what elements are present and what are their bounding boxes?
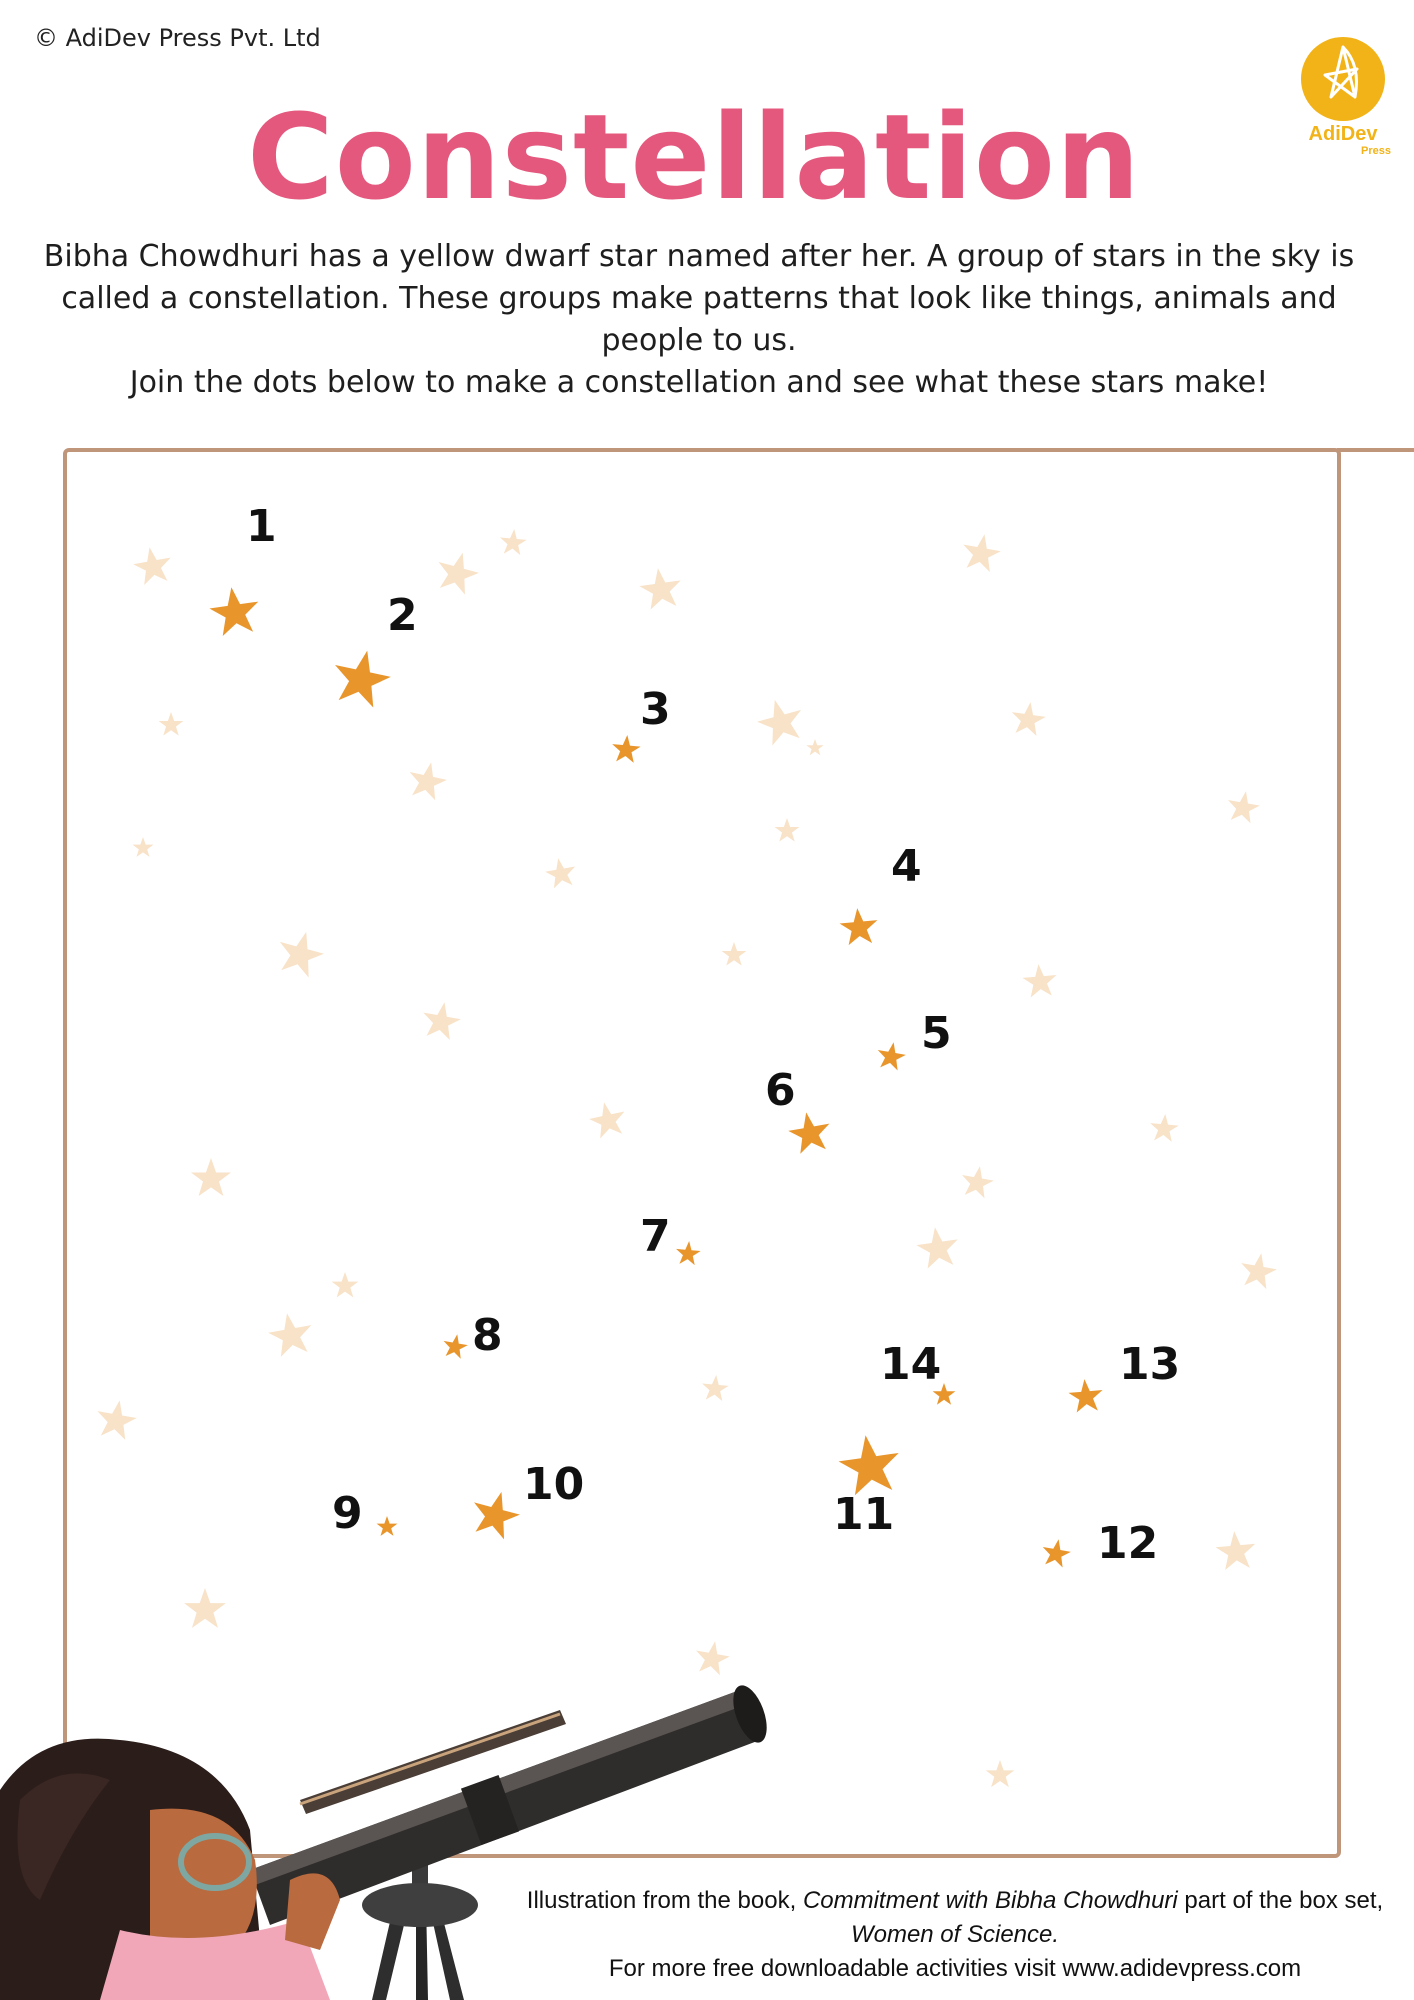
caption-website: For more free downloadable activities visit www.adidevpress.com bbox=[608, 1955, 1302, 1982]
dot-number-9: 9 bbox=[332, 1488, 363, 1539]
faint-star-icon bbox=[1214, 1529, 1257, 1570]
dot-star-7-icon[interactable] bbox=[675, 1240, 702, 1266]
faint-star-icon bbox=[701, 1374, 730, 1402]
faint-star-icon bbox=[1225, 788, 1262, 824]
faint-star-icon bbox=[419, 999, 463, 1041]
dot-star-4-icon[interactable] bbox=[838, 906, 879, 945]
faint-star-icon bbox=[637, 565, 684, 610]
dot-number-7: 7 bbox=[640, 1211, 671, 1262]
faint-star-icon bbox=[332, 1272, 359, 1297]
faint-star-icon bbox=[93, 1397, 139, 1441]
faint-star-icon bbox=[722, 942, 747, 966]
dot-number-8: 8 bbox=[472, 1310, 503, 1361]
intro-instruction: Join the dots below to make a constellation and see what these stars make! bbox=[129, 365, 1269, 400]
faint-star-icon bbox=[159, 712, 184, 736]
faint-star-icon bbox=[775, 818, 800, 842]
dot-number-13: 13 bbox=[1119, 1339, 1181, 1390]
faint-star-icon bbox=[986, 1760, 1015, 1787]
faint-star-icon bbox=[1021, 963, 1058, 998]
dot-star-8-icon[interactable] bbox=[441, 1332, 469, 1359]
logo-sub: Press bbox=[1361, 145, 1391, 157]
dot-number-11: 11 bbox=[833, 1489, 895, 1540]
faint-star-icon bbox=[1009, 700, 1047, 737]
faint-star-icon bbox=[959, 531, 1003, 573]
dot-star-13-icon[interactable] bbox=[1067, 1378, 1104, 1413]
faint-star-icon bbox=[265, 1310, 315, 1359]
faint-star-icon bbox=[753, 694, 808, 748]
dot-star-9-icon[interactable] bbox=[377, 1516, 398, 1536]
dot-number-12: 12 bbox=[1097, 1518, 1159, 1569]
dot-number-10: 10 bbox=[523, 1459, 585, 1510]
dot-star-3-icon[interactable] bbox=[611, 734, 642, 764]
caption-prefix: Illustration from the book, bbox=[526, 1887, 803, 1914]
dot-number-3: 3 bbox=[640, 684, 671, 735]
set-title: Women of Science. bbox=[850, 1921, 1060, 1948]
logo-name: AdiDev bbox=[1308, 123, 1378, 145]
faint-star-icon bbox=[586, 1099, 628, 1140]
faint-star-icon bbox=[806, 739, 823, 755]
faint-star-icon bbox=[499, 528, 528, 556]
dot-number-5: 5 bbox=[921, 1008, 952, 1059]
caption-middle: part of the box set, bbox=[1177, 1887, 1384, 1914]
faint-star-icon bbox=[1238, 1250, 1280, 1290]
copyright-notice: © AdiDev Press Pvt. Ltd bbox=[34, 24, 321, 52]
dot-number-6: 6 bbox=[765, 1065, 796, 1116]
faint-star-icon bbox=[914, 1224, 961, 1269]
dot-star-5-icon[interactable] bbox=[875, 1040, 908, 1072]
dot-number-2: 2 bbox=[387, 590, 418, 641]
faint-star-icon bbox=[432, 547, 483, 596]
intro-paragraph: Bibha Chowdhuri has a yellow dwarf star named after her. A group of stars in the sky is called a constellation. These groups make patterns that look like things, animals and people to us. bbox=[43, 239, 1355, 358]
dot-number-1: 1 bbox=[246, 501, 277, 552]
dot-star-11-icon[interactable] bbox=[835, 1431, 903, 1497]
dot-star-10-icon[interactable] bbox=[467, 1486, 525, 1542]
dot-star-1-icon[interactable] bbox=[207, 584, 262, 637]
dot-number-4: 4 bbox=[891, 841, 922, 892]
dot-star-2-icon[interactable] bbox=[328, 645, 395, 710]
dot-number-14: 14 bbox=[880, 1339, 942, 1390]
dot-star-12-icon[interactable] bbox=[1040, 1537, 1073, 1569]
faint-star-icon bbox=[191, 1158, 231, 1196]
faint-star-icon bbox=[184, 1588, 226, 1628]
faint-star-icon bbox=[543, 856, 578, 890]
faint-star-icon bbox=[131, 544, 175, 586]
illustration-caption bbox=[510, 1884, 1400, 1986]
book-title: Commitment with Bibha Chowdhuri bbox=[802, 1887, 1178, 1914]
faint-star-icon bbox=[1149, 1113, 1180, 1143]
background-stars bbox=[93, 528, 1279, 1787]
faint-star-icon bbox=[273, 926, 328, 980]
page-title: Constellation bbox=[247, 88, 1141, 226]
faint-star-icon bbox=[959, 1163, 996, 1199]
faint-star-icon bbox=[133, 837, 154, 857]
faint-star-icon bbox=[405, 758, 450, 801]
